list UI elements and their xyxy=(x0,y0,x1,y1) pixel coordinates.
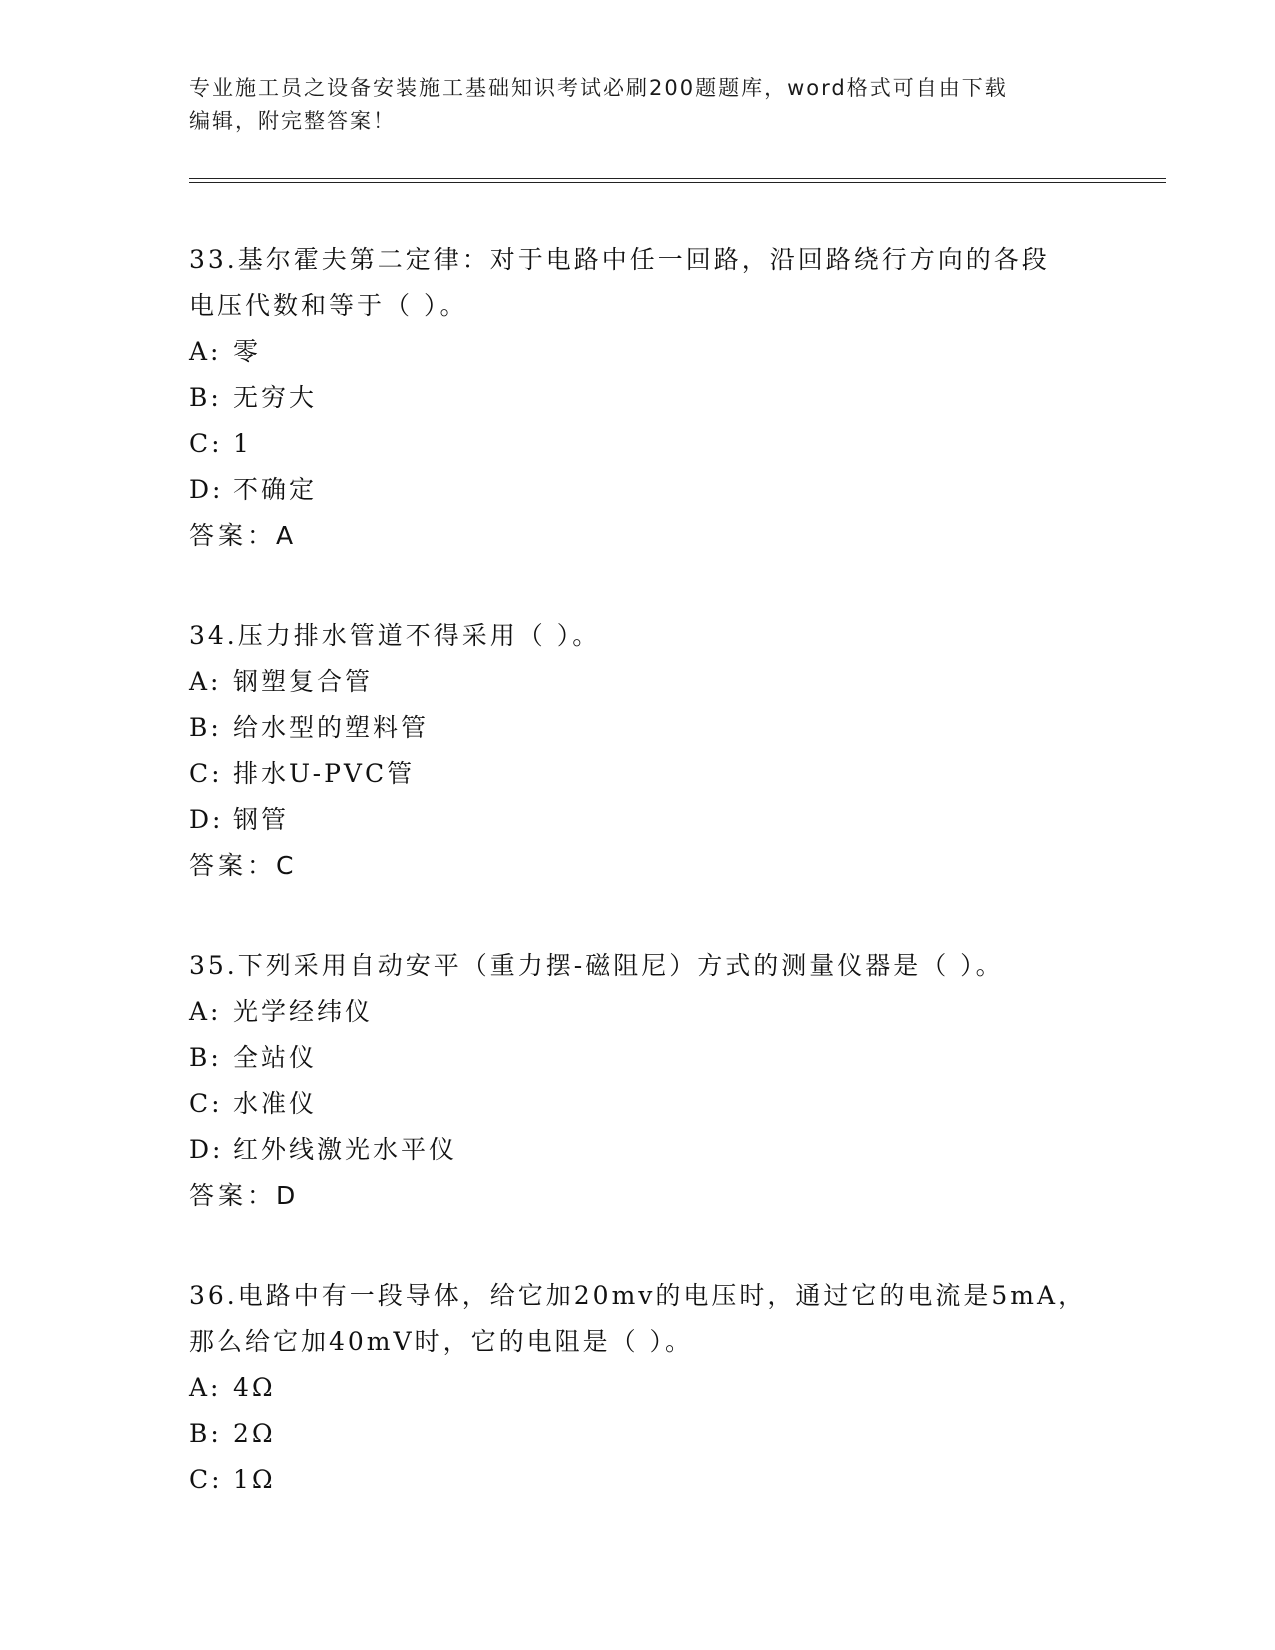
option-text: 2Ω xyxy=(233,1419,276,1448)
option-text: 零 xyxy=(233,337,262,366)
option-a xyxy=(189,329,1089,375)
answer-label: 答案： xyxy=(189,1181,277,1210)
option-key: D: xyxy=(189,475,224,504)
option-c xyxy=(189,751,1089,797)
option-key: A: xyxy=(189,997,222,1026)
option-key: D: xyxy=(189,1135,224,1164)
header-line-1: 专业施工员之设备安装施工基础知识考试必刷200题题库，word格式可自由下载 xyxy=(189,76,1008,100)
option-a xyxy=(189,1365,1089,1411)
option-c xyxy=(189,1457,1089,1503)
option-key: C: xyxy=(189,1465,223,1494)
option-text: 红外线激光水平仪 xyxy=(233,1135,458,1164)
option-key: D: xyxy=(189,805,224,834)
answer-value: A xyxy=(276,521,295,550)
option-key: A: xyxy=(189,337,222,366)
option-b xyxy=(189,705,1089,751)
option-key: C: xyxy=(189,1089,223,1118)
question-list xyxy=(189,237,1089,1557)
option-b xyxy=(189,375,1089,421)
option-text: 给水型的塑料管 xyxy=(233,713,430,742)
option-key: C: xyxy=(189,429,223,458)
question-stem-line: 35.下列采用自动安平（重力摆-磁阻尼）方式的测量仪器是（ ）。 xyxy=(189,951,1004,980)
question-35 xyxy=(189,943,1089,1219)
question-33 xyxy=(189,237,1089,559)
header-line-2: 编辑，附完整答案！ xyxy=(189,109,396,133)
option-text: 1 xyxy=(233,429,252,458)
option-d xyxy=(189,1127,1089,1173)
answer-label: 答案： xyxy=(189,851,277,880)
answer-line xyxy=(189,513,1089,559)
question-34 xyxy=(189,613,1089,889)
option-key: B: xyxy=(189,713,222,742)
question-stem-line: 那么给它加40mV时，它的电阻是（ ）。 xyxy=(189,1327,694,1356)
option-text: 4Ω xyxy=(233,1373,276,1402)
option-key: A: xyxy=(189,667,222,696)
option-key: B: xyxy=(189,1043,222,1072)
option-key: B: xyxy=(189,1419,222,1448)
option-text: 水准仪 xyxy=(233,1089,318,1118)
question-stem-line: 电压代数和等于（ ）。 xyxy=(189,291,468,320)
option-text: 钢管 xyxy=(233,805,290,834)
question-stem-line: 33.基尔霍夫第二定律：对于电路中任一回路，沿回路绕行方向的各段 xyxy=(189,245,1050,274)
option-a xyxy=(189,989,1089,1035)
answer-line xyxy=(189,1173,1089,1219)
header-divider-bottom xyxy=(189,182,1166,183)
option-b xyxy=(189,1035,1089,1081)
option-a xyxy=(189,659,1089,705)
option-text: 钢塑复合管 xyxy=(233,667,374,696)
answer-value: C xyxy=(276,851,295,880)
option-key: B: xyxy=(189,383,222,412)
option-text: 全站仪 xyxy=(233,1043,318,1072)
document-header xyxy=(189,72,1089,138)
option-b xyxy=(189,1411,1089,1457)
option-c xyxy=(189,1081,1089,1127)
option-text: 1Ω xyxy=(233,1465,276,1494)
question-36 xyxy=(189,1273,1089,1503)
option-key: A: xyxy=(189,1373,222,1402)
question-stem-line: 36.电路中有一段导体，给它加20mv的电压时，通过它的电流是5mA， xyxy=(189,1281,1087,1310)
question-stem-line: 34.压力排水管道不得采用（ ）。 xyxy=(189,621,601,650)
option-text: 光学经纬仪 xyxy=(233,997,374,1026)
option-text: 不确定 xyxy=(233,475,318,504)
option-text: 排水U-PVC管 xyxy=(233,759,416,788)
answer-value: D xyxy=(276,1181,297,1210)
answer-label: 答案： xyxy=(189,521,277,550)
option-c xyxy=(189,421,1089,467)
option-d xyxy=(189,797,1089,843)
option-key: C: xyxy=(189,759,223,788)
answer-line xyxy=(189,843,1089,889)
option-d xyxy=(189,467,1089,513)
option-text: 无穷大 xyxy=(233,383,318,412)
header-divider-top xyxy=(189,178,1166,179)
